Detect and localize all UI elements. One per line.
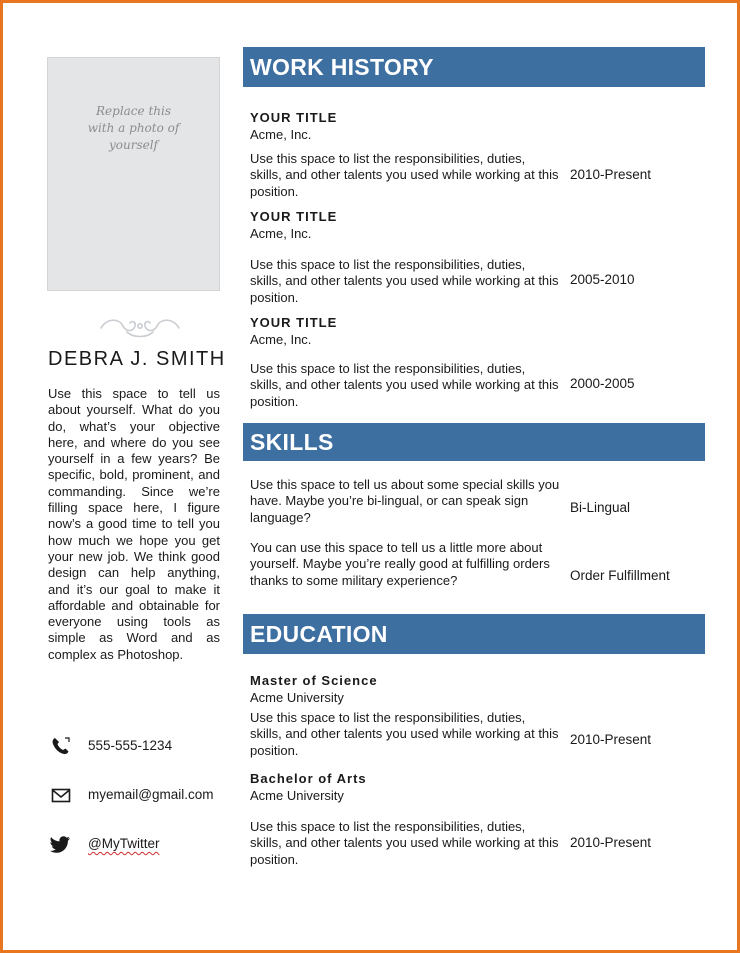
work-entry-1-date: 2010-Present xyxy=(570,167,652,182)
work-entry-3-desc: Use this space to list the responsibilities, duties, skills, and other talents you used while working at this position. xyxy=(250,361,559,409)
work-entry-1-title: YOUR TITLE xyxy=(250,110,338,125)
edu-entry-2-date: 2010-Present xyxy=(570,835,652,850)
photo-placeholder[interactable] xyxy=(47,57,220,291)
work-entry-1-desc: Use this space to list the responsibilities, duties, skills, and other talents you used while working at this position. xyxy=(250,151,559,199)
education-heading: EDUCATION xyxy=(243,614,705,654)
work-entry-2-title: YOUR TITLE xyxy=(250,209,338,224)
work-history-heading: WORK HISTORY xyxy=(243,47,705,87)
ornament-icon xyxy=(97,312,183,340)
phone-number: 555-555-1234 xyxy=(88,738,173,753)
phone-icon xyxy=(50,736,72,756)
work-entry-3-date: 2000-2005 xyxy=(570,376,635,391)
skill-entry-1-label: Bi-Lingual xyxy=(570,500,631,515)
twitter-handle: @MyTwitter xyxy=(88,836,160,851)
edu-entry-1-date: 2010-Present xyxy=(570,732,652,747)
edu-entry-1-org: Acme University xyxy=(250,690,344,705)
twitter-icon xyxy=(50,834,72,854)
envelope-icon xyxy=(50,785,72,805)
edu-entry-2-title: Bachelor of Arts xyxy=(250,771,367,786)
work-entry-1-org: Acme, Inc. xyxy=(250,127,312,142)
skill-entry-1-desc: Use this space to tell us about some special skills you have. Maybe you’re bi-lingual, or can speak sign language? xyxy=(250,477,560,525)
contact-phone[interactable] xyxy=(48,734,228,758)
edu-entry-2-org: Acme University xyxy=(250,788,344,803)
skill-entry-2-label: Order Fulfillment xyxy=(570,568,670,583)
edu-entry-2-desc: Use this space to list the responsibilities, duties, skills, and other talents you used while working at this position. xyxy=(250,819,559,867)
photo-placeholder-text: Replace this with a photo of yourself xyxy=(87,104,180,152)
contact-email[interactable] xyxy=(48,783,228,807)
work-entry-2-desc: Use this space to list the responsibilities, duties, skills, and other talents you used while working at this position. xyxy=(250,257,559,305)
work-entry-3-org: Acme, Inc. xyxy=(250,332,312,347)
skills-heading: SKILLS xyxy=(243,423,705,461)
edu-entry-1-title: Master of Science xyxy=(250,673,378,688)
edu-entry-1-desc: Use this space to list the responsibilities, duties, skills, and other talents you used while working at this position. xyxy=(250,710,559,758)
skill-entry-2-desc: You can use this space to tell us a little more about yourself. Maybe you’re really good at fulfilling orders thanks to some military experience? xyxy=(250,540,550,588)
work-entry-2-org: Acme, Inc. xyxy=(250,226,312,241)
email-address: myemail@gmail.com xyxy=(88,787,214,802)
about-text: Use this space to tell us about yourself. What do you do, what’s your objective here, and where do you see yourself in a few years? Be specific, bold, prominent, and commanding. Since we’re filling space here, I figure now’s a good time to tell you how much we hope you get your new job. We think good design can help anything, and it’s our goal to make it affordable and obtainable for everyone using tools as simple as Word and as complex as Photoshop. xyxy=(48,386,220,662)
candidate-name: DEBRA J. SMITH xyxy=(48,348,226,370)
work-entry-3-title: YOUR TITLE xyxy=(250,315,338,330)
work-entry-2-date: 2005-2010 xyxy=(570,272,635,287)
contact-twitter[interactable] xyxy=(48,832,228,856)
